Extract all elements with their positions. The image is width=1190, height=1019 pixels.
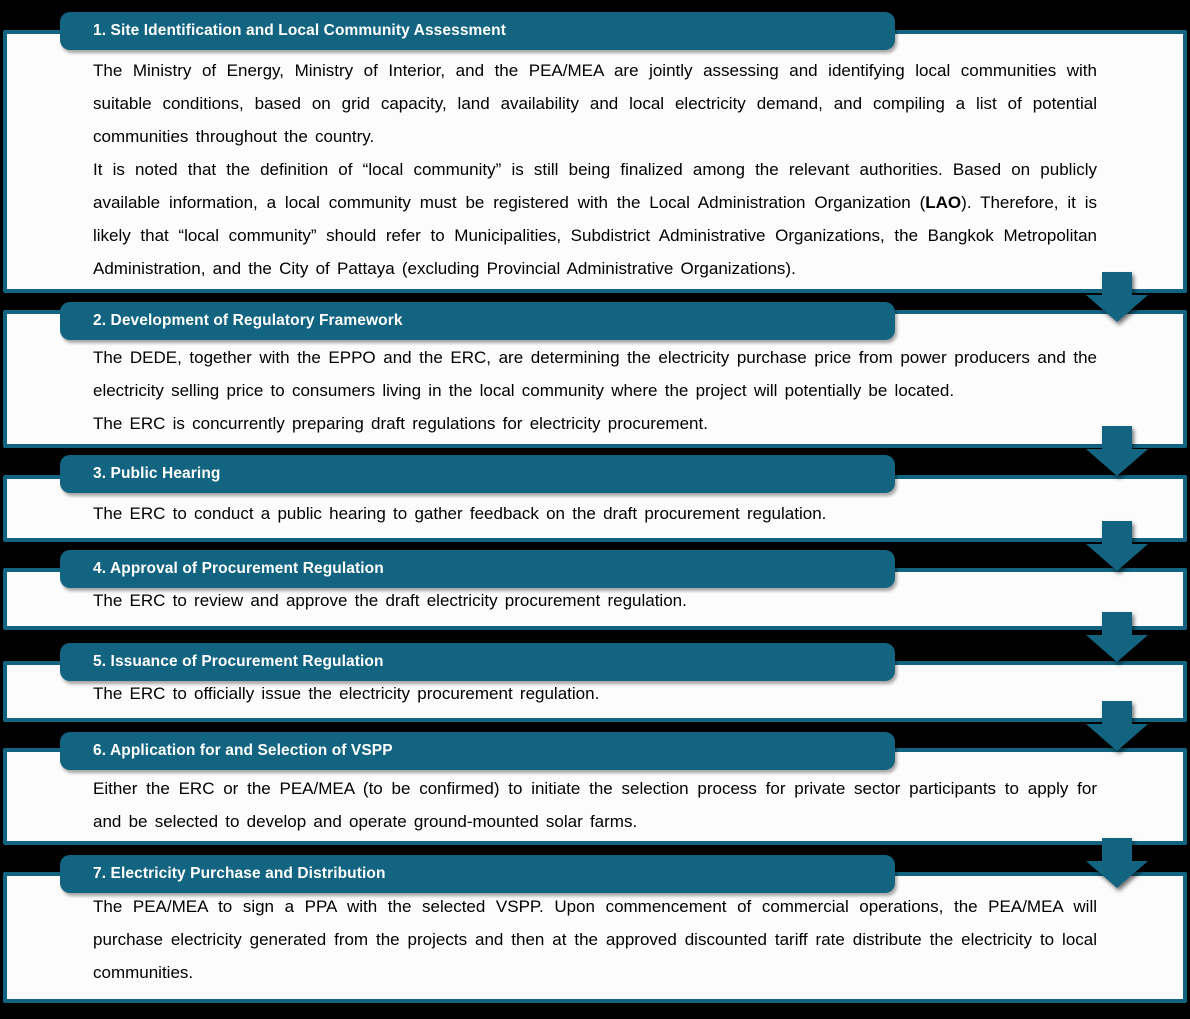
step-2-title: 2. Development of Regulatory Framework [93, 312, 403, 329]
step-1-title: 1. Site Identification and Local Community Assessment [93, 22, 506, 39]
step-1-paragraph-2: It is noted that the definition of “local community” is still being finalized among the relevant authorities. Based on publicly available information, a local community must be registered with the Local Administration Organization (LAO). Therefore, it is likely that “local community” should refer to Municipalities, Subdistrict Administrative Organizations, the Bangkok Metropolitan Administration, and the City of Pattaya (excluding Provincial Administrative Organizations). [93, 160, 1097, 278]
step-3-header-tab [60, 455, 895, 493]
step-3-title: 3. Public Hearing [93, 465, 221, 482]
step-1-body-text [7, 34, 1183, 285]
step-5-title: 5. Issuance of Procurement Regulation [93, 653, 384, 670]
down-arrow-icon [1086, 838, 1148, 888]
down-arrow-icon [1086, 272, 1148, 322]
lao-abbreviation: LAO [925, 193, 962, 212]
step-4-header-tab [60, 550, 895, 588]
step-2-header-tab [60, 302, 895, 340]
step-4-paragraph-1: The ERC to review and approve the draft electricity procurement regulation. [93, 591, 687, 610]
step-4-title: 4. Approval of Procurement Regulation [93, 560, 384, 577]
step-6-header-tab [60, 732, 895, 770]
step-7-paragraph-1: The PEA/MEA to sign a PPA with the selected VSPP. Upon commencement of commercial operations, the PEA/MEA will purchase electricity generated from the projects and then at the approved discounted tariff rate distribute the electricity to local communities. [93, 897, 1097, 982]
step-3-paragraph-1: The ERC to conduct a public hearing to gather feedback on the draft procurement regulation. [93, 504, 827, 523]
down-arrow-icon [1086, 521, 1148, 571]
down-arrow-icon [1086, 612, 1148, 662]
step-7-header-tab [60, 855, 895, 893]
step-2-paragraph-2: The ERC is concurrently preparing draft regulations for electricity procurement. [93, 414, 708, 433]
step-1-body-box [3, 30, 1187, 293]
step-5-paragraph-1: The ERC to officially issue the electricity procurement regulation. [93, 684, 600, 703]
step-2-paragraph-1: The DEDE, together with the EPPO and the ERC, are determining the electricity purchase price from power producers and the electricity selling price to consumers living in the local community where the project will potentially be located. [93, 348, 1097, 400]
step-5-header-tab [60, 643, 895, 681]
step-6-paragraph-1: Either the ERC or the PEA/MEA (to be confirmed) to initiate the selection process for private sector participants to apply for and be selected to develop and operate ground-mounted solar farms. [93, 779, 1097, 831]
step-1-paragraph-1: The Ministry of Energy, Ministry of Interior, and the PEA/MEA are jointly assessing and identifying local communities with suitable conditions, based on grid capacity, land availability and local electricity demand, and compiling a list of potential communities throughout the country. [93, 61, 1097, 146]
down-arrow-icon [1086, 426, 1148, 476]
step-7-title: 7. Electricity Purchase and Distribution [93, 865, 386, 882]
step-6-title: 6. Application for and Selection of VSPP [93, 742, 393, 759]
step-1-header-tab [60, 12, 895, 50]
down-arrow-icon [1086, 701, 1148, 751]
